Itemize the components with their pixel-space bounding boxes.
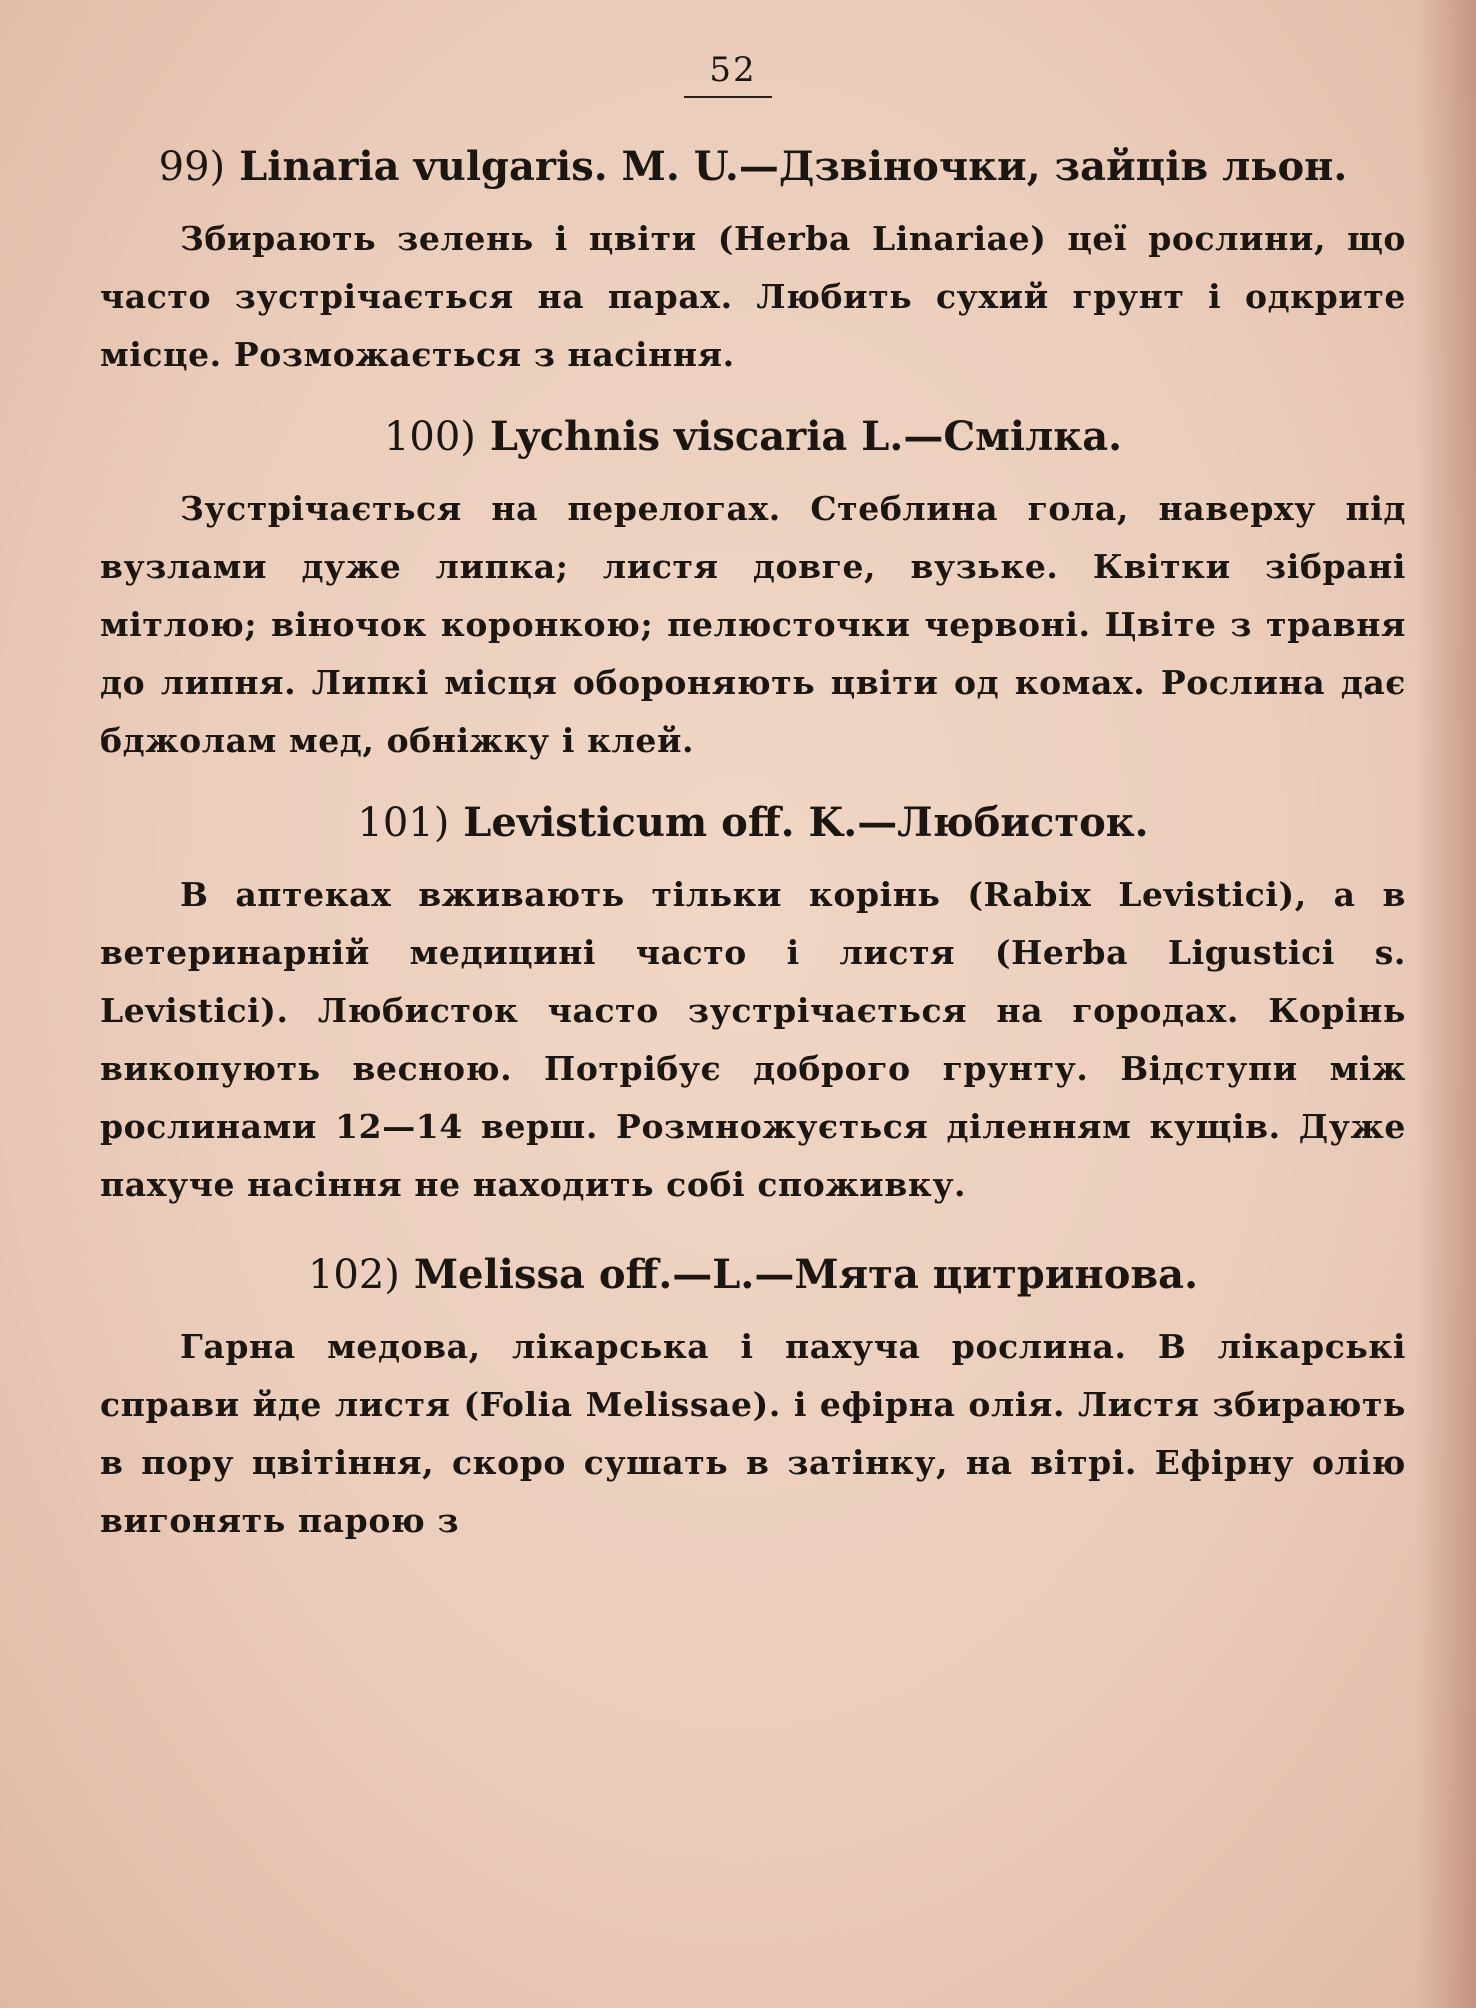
entry-body: В аптеках вживають тільки корінь (Rabix Levistici), а в ветеринарній медицині часто і листя (Herba Ligustici s. Levistici). Любисток часто зустрічається на городах. Корінь викопують весною. Потрібує доброго грунту. Відступи між рослинами 12—14 верш. Розмножується діленням кущів. Дуже пахуче насіння не находить собі споживку. bbox=[100, 875, 1406, 1204]
entry-99 bbox=[100, 140, 1406, 384]
entry-100 bbox=[100, 410, 1406, 770]
entry-101 bbox=[100, 796, 1406, 1214]
entry-heading: Lychnis viscaria L.—Смілка. bbox=[489, 413, 1123, 460]
entry-title bbox=[100, 140, 1406, 194]
entry-title bbox=[100, 1248, 1406, 1302]
entry-heading: Melissa off.—L.—Мята цитринова. bbox=[413, 1251, 1199, 1298]
page-number: 52 bbox=[709, 50, 757, 90]
entry-title bbox=[100, 410, 1406, 464]
entry-number: 102) bbox=[307, 1252, 400, 1298]
entry-heading: Levisticum off. K.—Любисток. bbox=[463, 799, 1149, 846]
entry-body: Гарна медова, лікарська і пахуча рослина. В лікарські справи йде листя (Folia Melissae). і ефірна олія. Листя збирають в пору цвітіння, скоро сушать в затінку, на вітрі. Ефірну олію вигонять парою з bbox=[100, 1327, 1406, 1540]
entry-102 bbox=[100, 1248, 1406, 1550]
entry-number: 100) bbox=[383, 414, 476, 460]
entry-body: Зустрічається на перелогах. Стеблина гола, наверху під вузлами дуже липка; листя довге, вузьке. Квітки зібрані мітлою; віночок коронкою; пелюсточки червоні. Цвіте з травня до липня. Липкі місця обороняють цвіти од комах. Рослина дає бджолам мед, обніжку і клей. bbox=[100, 489, 1406, 760]
entry-heading: Linaria vulgaris. M. U.—Дзвіночки, зайців льон. bbox=[239, 143, 1348, 190]
page-number-rule bbox=[684, 96, 772, 98]
entry-number: 101) bbox=[357, 800, 450, 846]
entry-body: Збирають зелень і цвіти (Herba Linariae) цеї рослини, що часто зустрічається на парах. Любить сухий грунт і одкрите місце. Розможається з насіння. bbox=[100, 219, 1406, 374]
entry-number: 99) bbox=[158, 144, 226, 190]
entry-title bbox=[100, 796, 1406, 850]
